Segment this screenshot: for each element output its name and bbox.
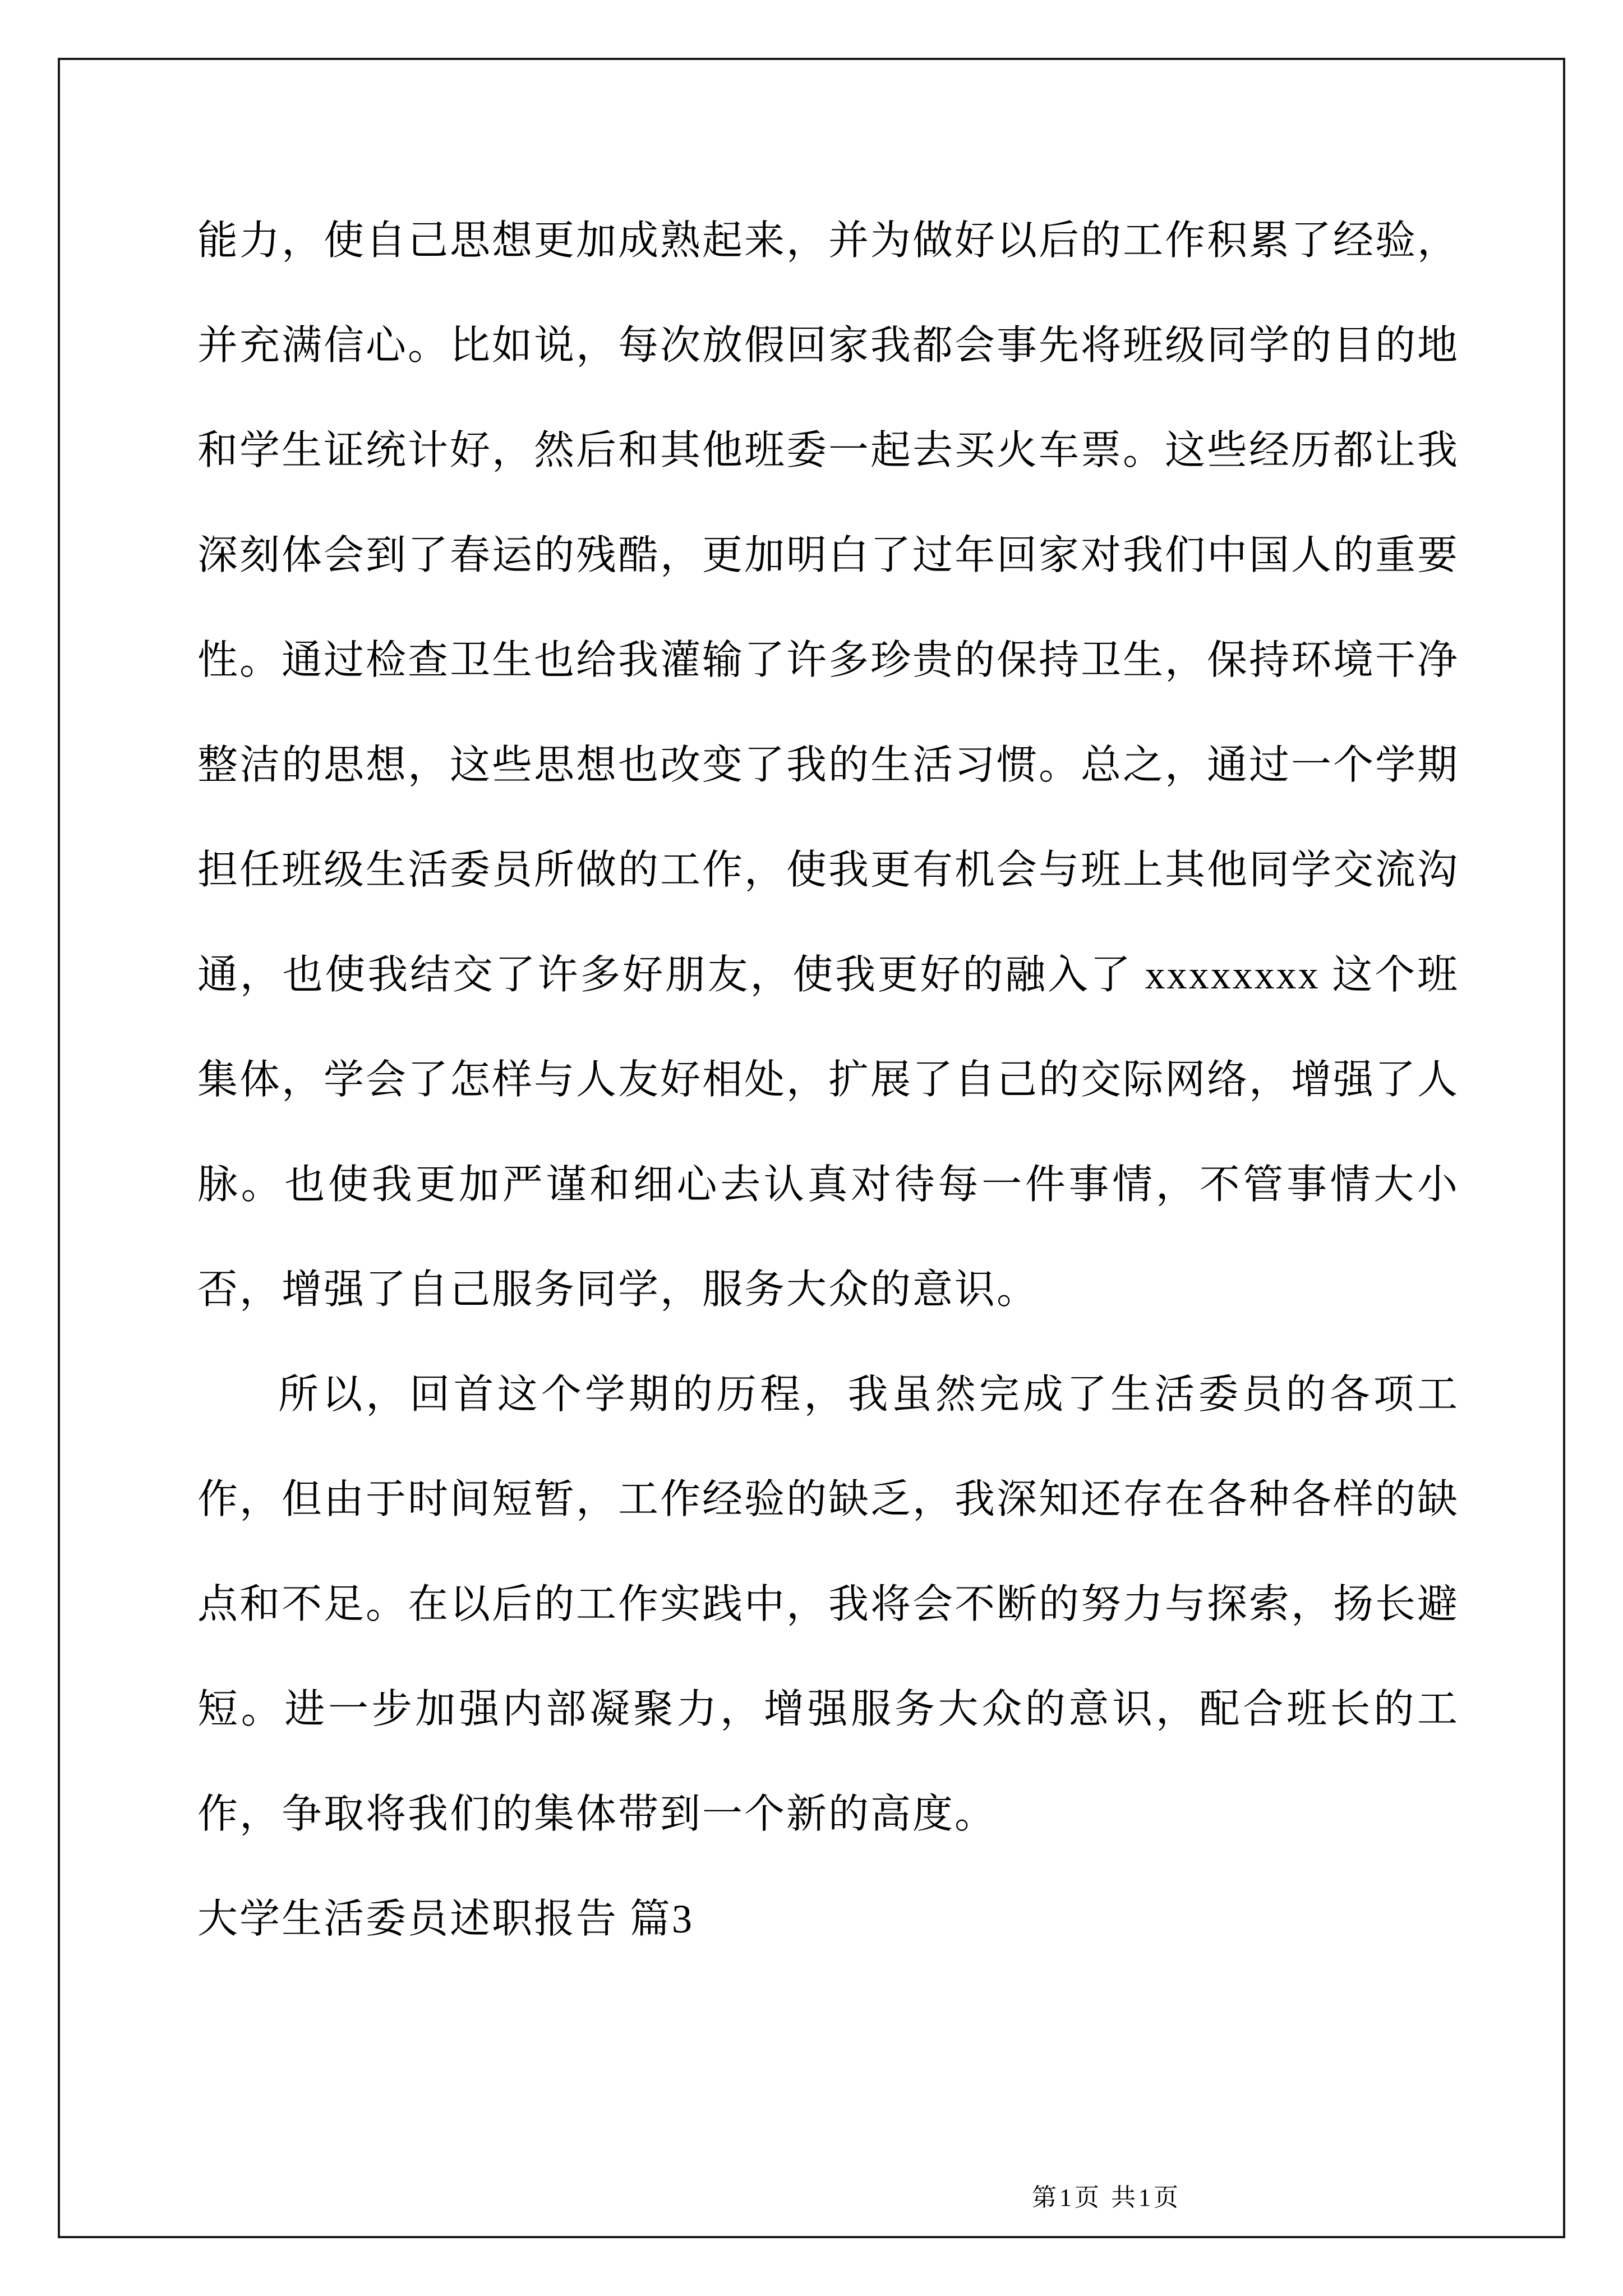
page-footer xyxy=(1032,2177,1181,2213)
section-heading: 大学生活委员述职报告 篇3 xyxy=(197,1897,694,1941)
paragraph: 能力，使自己思想更加成熟起来，并为做好以后的工作积累了经验，并充满信心。比如说，每次放假回家我都会事先将班级同学的目的地和学生证统计好，然后和其他班委一起去买火车票。这些经历都让我深刻体会到了春运的残酷，更加明白了过年回家对我们中国人的重要性。通过检查卫生也给我灌输了许多珍贵的保持卫生，保持环境干净整洁的思想，这些思想也改变了我的生活习惯。总之，通过一个学期担任班级生活委员所做的工作，使我更有机会与班上其他同学交流沟通，也使我结交了许多好朋友，使我更好的融入了 xxxxxxxx 这个班集体，学会了怎样与人友好相处，扩展了自己的交际网络，增强了人脉。也使我更加严谨和细心去认真对待每一件事情，不管事情大小否，增强了自己服务同学，服务大众的意识。 xyxy=(197,218,1460,1312)
paragraph: 所以，回首这个学期的历程，我虽然完成了生活委员的各项工作，但由于时间短暂，工作经验的缺乏，我深知还存在各种各样的缺点和不足。在以后的工作实践中，我将会不断的努力与探索，扬长避短。进一步加强内部凝聚力，增强服务大众的意识，配合班长的工作，争取将我们的集体带到一个新的高度。 xyxy=(197,1372,1460,1837)
page-number: 第1页 共1页 xyxy=(1032,2184,1181,2211)
document-content xyxy=(197,188,1459,1972)
